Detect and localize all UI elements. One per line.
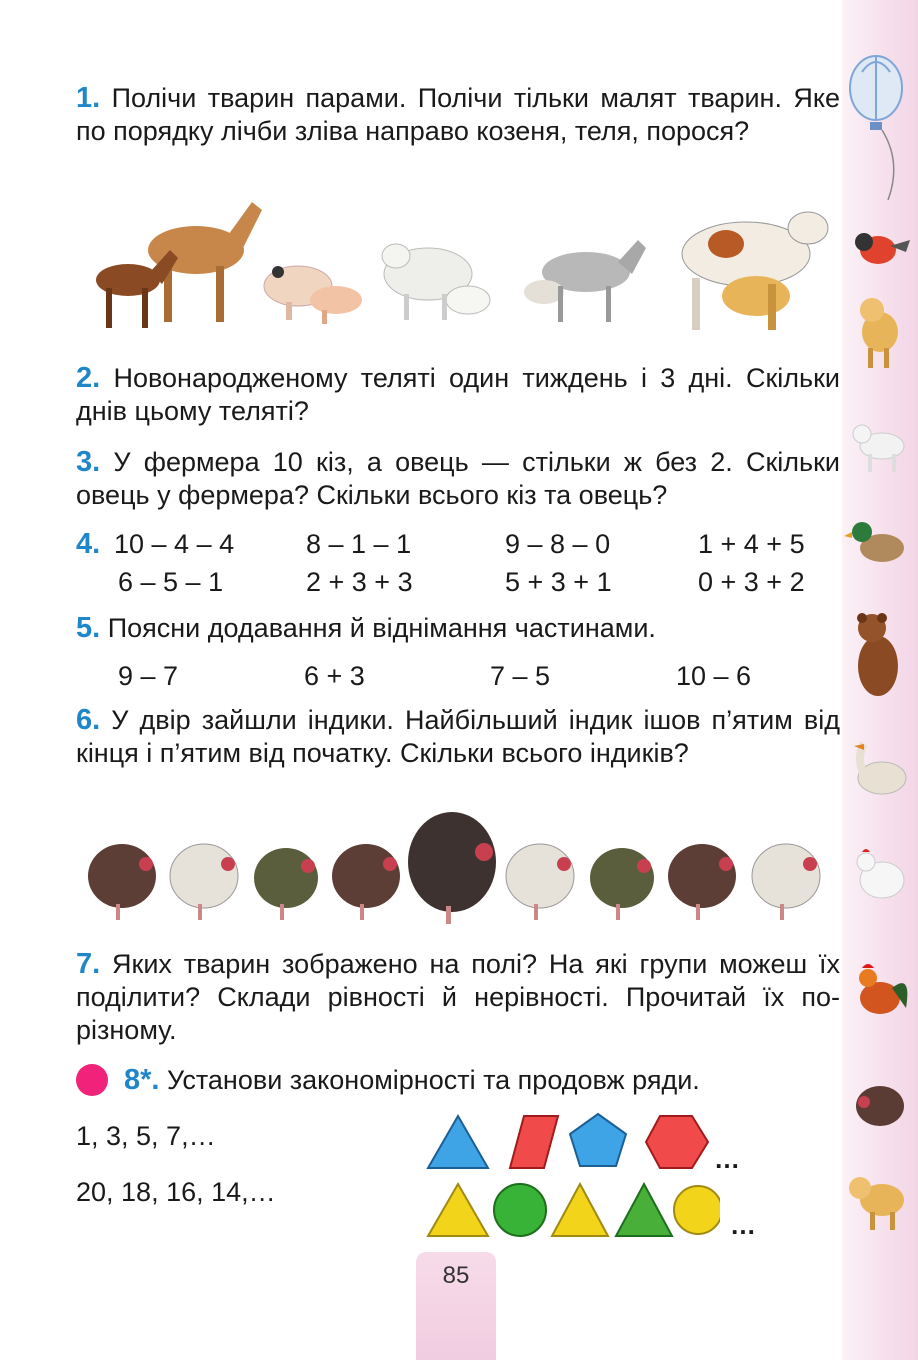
circle-yellow — [674, 1186, 720, 1234]
task-number: 6. — [76, 704, 101, 736]
triangle-yellow — [428, 1184, 488, 1236]
task-number: 2. — [76, 362, 101, 394]
number-sequence-2: 20, 18, 16, 14,… — [76, 1177, 276, 1207]
triangle-blue — [428, 1116, 488, 1168]
turkey-icon — [254, 848, 318, 920]
task-2 — [76, 362, 840, 428]
task-number: 8*. — [124, 1064, 160, 1096]
task-text: У двір зайшли індики. Найбільший індик ішов п’ятим від кінця і п’ятим від початку. Скільки всього індиків? — [76, 705, 840, 768]
bear-icon — [842, 606, 918, 702]
rooster-icon — [842, 958, 918, 1028]
triangle-yellow — [552, 1184, 608, 1236]
turkey-biggest-icon — [408, 812, 496, 924]
turkey-icon — [752, 844, 820, 920]
goat-with-kid-icon — [524, 240, 646, 322]
turkey-icon — [842, 1074, 918, 1134]
expression: 1 + 4 + 5 — [698, 529, 805, 559]
task-text: Установи закономірності та продовж ряди. — [167, 1065, 700, 1095]
calf-icon — [842, 292, 918, 372]
turkey-icon — [590, 848, 654, 920]
expression: 0 + 3 + 2 — [698, 567, 805, 597]
farm-animals-illustration — [66, 188, 842, 340]
turkey-icon — [668, 844, 736, 920]
task-6 — [76, 704, 840, 770]
task-4-number: 4. — [76, 528, 101, 560]
pig-with-piglet-icon — [264, 266, 362, 324]
hexagon-red — [646, 1116, 708, 1168]
task-number: 1. — [76, 82, 101, 114]
shape-sequences — [420, 1108, 720, 1244]
expression: 6 – 5 – 1 — [118, 567, 224, 597]
expression: 7 – 5 — [490, 661, 551, 691]
task-number: 3. — [76, 446, 101, 478]
sidebar-strip — [842, 0, 918, 1360]
triangle-green — [616, 1184, 672, 1236]
turkey-icon — [332, 844, 400, 920]
task-3 — [76, 446, 840, 512]
duck-icon — [842, 512, 918, 572]
number-sequence-1: 1, 3, 5, 7,… — [76, 1121, 216, 1151]
continuation-dots: … — [714, 1144, 740, 1174]
balloon-icon — [842, 52, 918, 202]
turkey-icon — [88, 844, 156, 920]
bullfinch-icon — [842, 222, 918, 272]
task-text: Полічи тварин парами. Полічи тільки малят тварин. Яке по порядку лічби зліва направо козеня, теля, порося? — [76, 83, 840, 146]
task-text: Новонародженому теляті один тиждень і 3 дні. Скільки днів цьому теляті? — [76, 363, 840, 426]
turkey-icon — [170, 844, 238, 920]
parallelogram-red — [510, 1116, 558, 1168]
pentagon-blue — [570, 1114, 626, 1166]
expression: 8 – 1 – 1 — [306, 529, 412, 559]
expression: 9 – 8 – 0 — [505, 529, 611, 559]
task-5 — [76, 612, 840, 645]
task-number: 7. — [76, 948, 101, 980]
task-text: Поясни додавання й віднімання частинами. — [107, 613, 656, 643]
expression: 10 – 4 – 4 — [114, 529, 235, 559]
cow-icon — [842, 1164, 918, 1234]
goat-icon — [842, 416, 918, 476]
page-number: 85 — [442, 1262, 470, 1289]
task-text: У фермера 10 кіз, а овець — стільки ж без 2. Скільки овець у фермера? Скільки всього кіз та овець? — [76, 447, 840, 510]
horse-with-foal-icon — [96, 202, 262, 328]
circle-green — [494, 1184, 546, 1236]
expression: 6 + 3 — [304, 661, 365, 691]
task-text: Яких тварин зображено на полі? На які групи можеш їх поділити? Склади рівності й нерівності. Прочитай їх по-різному. — [76, 949, 840, 1045]
page-number-tab — [416, 1252, 496, 1360]
hen-icon — [842, 842, 918, 908]
expression: 10 – 6 — [676, 661, 752, 691]
sheep-with-lamb-icon — [382, 244, 490, 320]
expression: 5 + 3 + 1 — [505, 567, 612, 597]
task-8 — [124, 1064, 700, 1097]
task-number: 5. — [76, 612, 101, 644]
expression: 2 + 3 + 3 — [306, 567, 413, 597]
goose-icon — [842, 736, 918, 802]
task-7 — [76, 948, 840, 1047]
turkeys-illustration — [80, 806, 840, 926]
task-1 — [76, 82, 840, 148]
expression: 9 – 7 — [118, 661, 179, 691]
continuation-dots: … — [730, 1210, 756, 1240]
cow-with-calf-icon — [682, 212, 828, 330]
difficulty-bullet-icon — [74, 1062, 110, 1098]
turkey-icon — [506, 844, 574, 920]
